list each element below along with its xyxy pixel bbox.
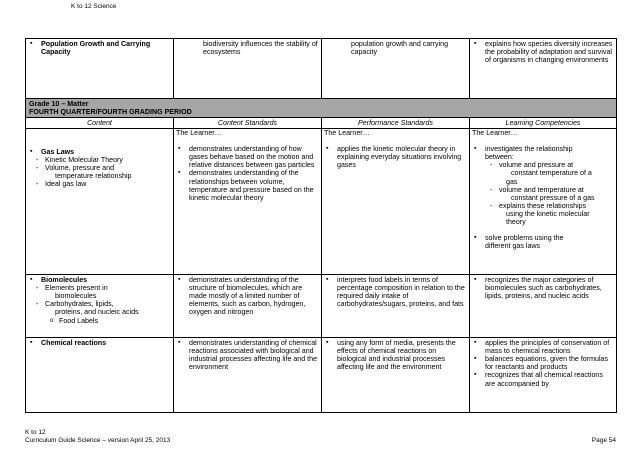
- content-cell: [26, 338, 174, 413]
- column-header-learning-competencies: Learning Competencies: [470, 118, 617, 129]
- competency-cell: [470, 275, 617, 338]
- performance-standard-cell: [322, 275, 470, 338]
- grade-header-row: [26, 99, 617, 118]
- competency-subitem: - volume and pressure at: [473, 161, 613, 169]
- competency-item: ▪ recognizes that all chemical reactions are accompanied by: [473, 371, 613, 387]
- competency-item: ▪ solve problems using the: [473, 234, 613, 242]
- competency-cell: [470, 338, 617, 413]
- competency-item: ▪ balances equations, given the formulas for reactants and products: [473, 355, 613, 371]
- content-standard-cell: [174, 129, 322, 275]
- column-header-content: Content: [26, 118, 174, 129]
- content-subitem: - Carbohydrates, lipids,: [29, 300, 170, 308]
- page-number: Page 54: [591, 436, 616, 444]
- content-standard-item: ▪ demonstrates understanding of how gases behave based on the motion and relative distances between gas particles: [177, 145, 318, 169]
- competency-item: ▪ applies the principles of conservation of mass to chemical reactions: [473, 339, 613, 355]
- footer-line-1: K to 12: [25, 429, 46, 436]
- table-row-biomolecules: [26, 275, 617, 338]
- content-standard-item: ▪ demonstrates understanding of chemical reactions associated with biological and industrial processes affecting life and the environment: [177, 339, 318, 371]
- content-subitem: - Ideal gas law: [29, 180, 170, 188]
- content-item: ▪ Population Growth and Carrying Capacity: [29, 40, 170, 56]
- performance-standard-cell: [322, 39, 470, 99]
- performance-standard-item: ▪ applies the kinetic molecular theory in explaining everyday situations involving gases: [325, 145, 466, 169]
- grade-title: Grade 10 – Matter: [29, 100, 89, 108]
- competency-subitem-cont: theory: [506, 218, 526, 227]
- curriculum-table: [25, 38, 617, 413]
- competency-subitem-cont: gas: [506, 177, 518, 186]
- page-header: K to 12 Science: [71, 3, 117, 10]
- competency-subitem-cont: using the kinetic molecular: [506, 209, 590, 218]
- performance-standard-item: ▪ using any form of media, presents the effects of chemical reactions on biological and industrial processes affecting life and the environment: [325, 339, 466, 371]
- competency-subitem-cont: constant pressure of a gas: [511, 193, 595, 202]
- competency-item-cont: between:: [485, 153, 514, 162]
- content-standard-cell: [174, 338, 322, 413]
- content-subsubitem: o Food Labels: [29, 317, 170, 325]
- learner-label: The Learner…: [472, 129, 518, 138]
- content-subitem-cont: proteins, and nucleic acids: [55, 308, 139, 317]
- content-item: ▪ Biomolecules: [29, 276, 170, 284]
- grading-period: FOURTH QUARTER/FOURTH GRADING PERIOD: [29, 108, 192, 116]
- content-standard-cell: [174, 39, 322, 99]
- content-subitem-cont: temperature relationship: [55, 172, 132, 181]
- content-item: ▪ Gas Laws: [29, 148, 170, 156]
- performance-standard-cell: [322, 129, 470, 275]
- competency-item: ▪ investigates the relationship: [473, 145, 613, 153]
- grade-header-cell: [26, 99, 617, 118]
- competency-subitem: - volume and temperature at: [473, 186, 613, 194]
- footer-line-2: Curriculum Guide Science – version April 25, 2013: [25, 436, 171, 444]
- performance-standard-item: ▪ interprets food labels in terms of percentage composition in relation to the required daily intake of carbohydrates/sugars, proteins, and fats: [325, 276, 466, 308]
- page-footer: [25, 429, 616, 444]
- competency-subitem-cont: constant temperature of a: [511, 169, 592, 178]
- table-row-population: [26, 39, 617, 99]
- content-subitem: - Volume, pressure and: [29, 164, 170, 172]
- content-cell: [26, 39, 174, 99]
- column-header-performance-standards: Performance Standards: [322, 118, 470, 129]
- competency-item: ▪ explains how species diversity increases the probability of adaptation and survival of organisms in changing environments: [473, 40, 613, 64]
- content-standard-cell: [174, 275, 322, 338]
- content-subitem: - Elements present in: [29, 284, 170, 292]
- competency-item: ▪ recognizes the major categories of biomolecules such as carbohydrates, lipids, proteins, and nucleic acids: [473, 276, 613, 300]
- competency-cell: [470, 129, 617, 275]
- competency-subitem: - explains these relationships: [473, 202, 613, 210]
- performance-standard-cell: [322, 338, 470, 413]
- learner-label: The Learner…: [324, 129, 370, 138]
- performance-standard-text: population growth and carrying capacity: [351, 40, 449, 57]
- content-cell: [26, 129, 174, 275]
- column-header-row: [26, 118, 617, 129]
- content-subitem: - Kinetic Molecular Theory: [29, 156, 170, 164]
- content-item: ▪ Chemical reactions: [29, 339, 170, 347]
- table-row-chemical-reactions: [26, 338, 617, 413]
- content-cell: [26, 275, 174, 338]
- column-header-content-standards: Content Standards: [174, 118, 322, 129]
- competency-item-cont: different gas laws: [485, 242, 541, 251]
- content-standard-text: biodiversity influences the stability of ecosystems: [203, 40, 318, 57]
- content-standard-item: ▪ demonstrates understanding of the structure of biomolecules, which are made mostly of a limited number of elements, such as carbon, hydrogen, oxygen and nitrogen: [177, 276, 318, 316]
- content-subitem-cont: biomolecules: [55, 292, 97, 301]
- content-standard-item: ▪ demonstrates understanding of the relationships between volume, temperature and pressure based on the kinetic molecular theory: [177, 169, 318, 201]
- competency-cell: [470, 39, 617, 99]
- table-row-gas-laws: [26, 129, 617, 275]
- learner-label: The Learner…: [176, 129, 222, 138]
